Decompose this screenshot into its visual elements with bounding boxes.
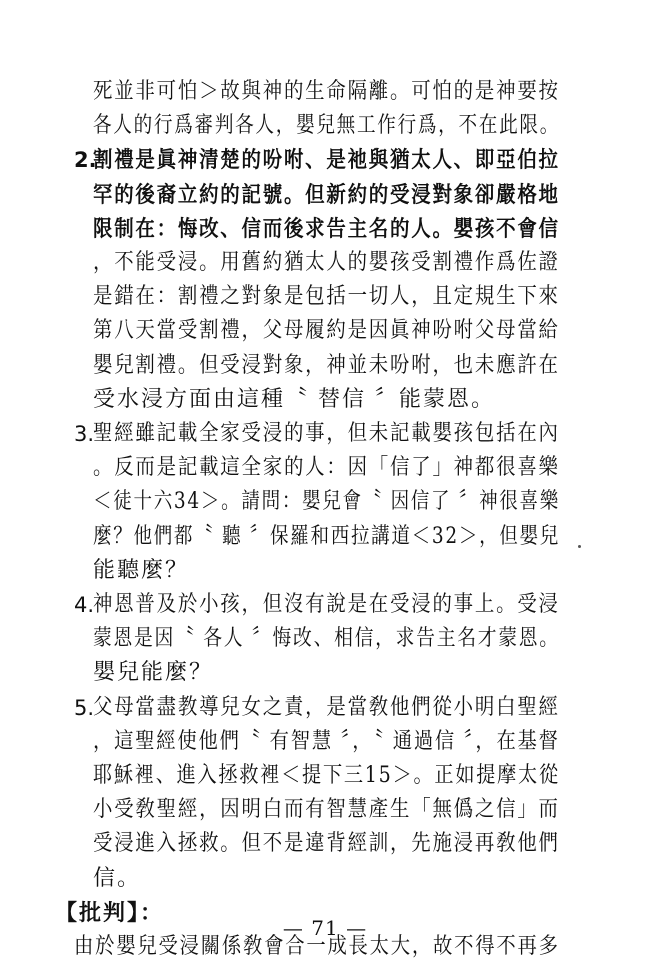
item-line: 是錯在：割禮之對象是包括一切人，且定規生下來	[93, 284, 560, 310]
item-line: 父母當盡教導兒女之責，是當敎他們從小明白聖經	[93, 694, 560, 720]
item-line: 限制在：悔改、信而後求告主名的人。嬰孩不會信	[93, 215, 560, 242]
item-number: 4.	[74, 593, 95, 617]
intro-line: 各人的行爲審判各人，嬰兒無工作行爲，不在此限。	[93, 113, 561, 139]
item-line: 割禮是眞神清楚的吩咐、是祂與猶太人、即亞伯拉	[93, 147, 560, 174]
item-line: 受水浸方面由這種〝 替信 〞能蒙恩。	[93, 386, 495, 412]
item-line: 能聽麼？	[93, 557, 190, 583]
item-line: 嬰兒割禮。但受浸對象，神並未吩咐，也未應許在	[93, 352, 560, 378]
item-line: ，不能受浸。用舊約猶太人的嬰孩受割禮作爲佐證	[93, 250, 560, 275]
item-number: 3.	[74, 422, 95, 446]
critique-heading: 【批判】：	[55, 899, 165, 926]
item-line: 麼？他們都〝 聽 〞保羅和西拉講道＜32＞，但嬰兒	[93, 523, 561, 549]
item-line: 耶穌裡、進入拯救裡＜提下三15＞。正如提摩太從	[93, 763, 560, 788]
intro-line: 死並非可怕＞故與神的生命隔離。可怕的是神要按	[93, 79, 560, 104]
scan-speck	[578, 545, 581, 548]
item-line: 嬰兒能麼？	[93, 660, 214, 686]
item-line: 。反而是記載這全家的人：因「信了」神都很喜樂	[93, 455, 560, 481]
item-line: 小受敎聖經，因明白而有智慧產生「無僞之信」而	[93, 797, 560, 823]
item-number: 5.	[74, 695, 95, 720]
item-line: 神恩普及於小孩，但沒有說是在受浸的事上。受浸	[93, 592, 560, 617]
item-line: 受浸進入拯救。但不是違背經訓，先施浸再敎他們	[93, 831, 560, 857]
item-line: 第八天當受割禮，父母履約是因眞神吩咐父母當給	[93, 318, 560, 344]
item-line: 罕的後裔立約的記號。但新約的受浸對象卻嚴格地	[93, 181, 560, 208]
item-number: 2.	[74, 148, 97, 173]
item-line: 聖經雖記載全家受浸的事，但未記載嬰孩包括在內	[93, 421, 560, 446]
item-line: ，這聖經使他們〝 有智慧 〞，〝 通過信 〞，在基督	[93, 728, 560, 754]
item-line: 蒙恩是因〝 各人 〞悔改、相信，求告主名才蒙恩。	[93, 626, 560, 652]
page-number: — 71 —	[282, 916, 368, 940]
item-line: 信。	[93, 865, 142, 891]
critique-line: 由於嬰兒受浸關係敎會合一成長太大，故不得不再多	[74, 934, 560, 959]
item-line: ＜徒十六34＞。請問：嬰兒會〝 因信了 〞神很喜樂	[93, 489, 561, 515]
